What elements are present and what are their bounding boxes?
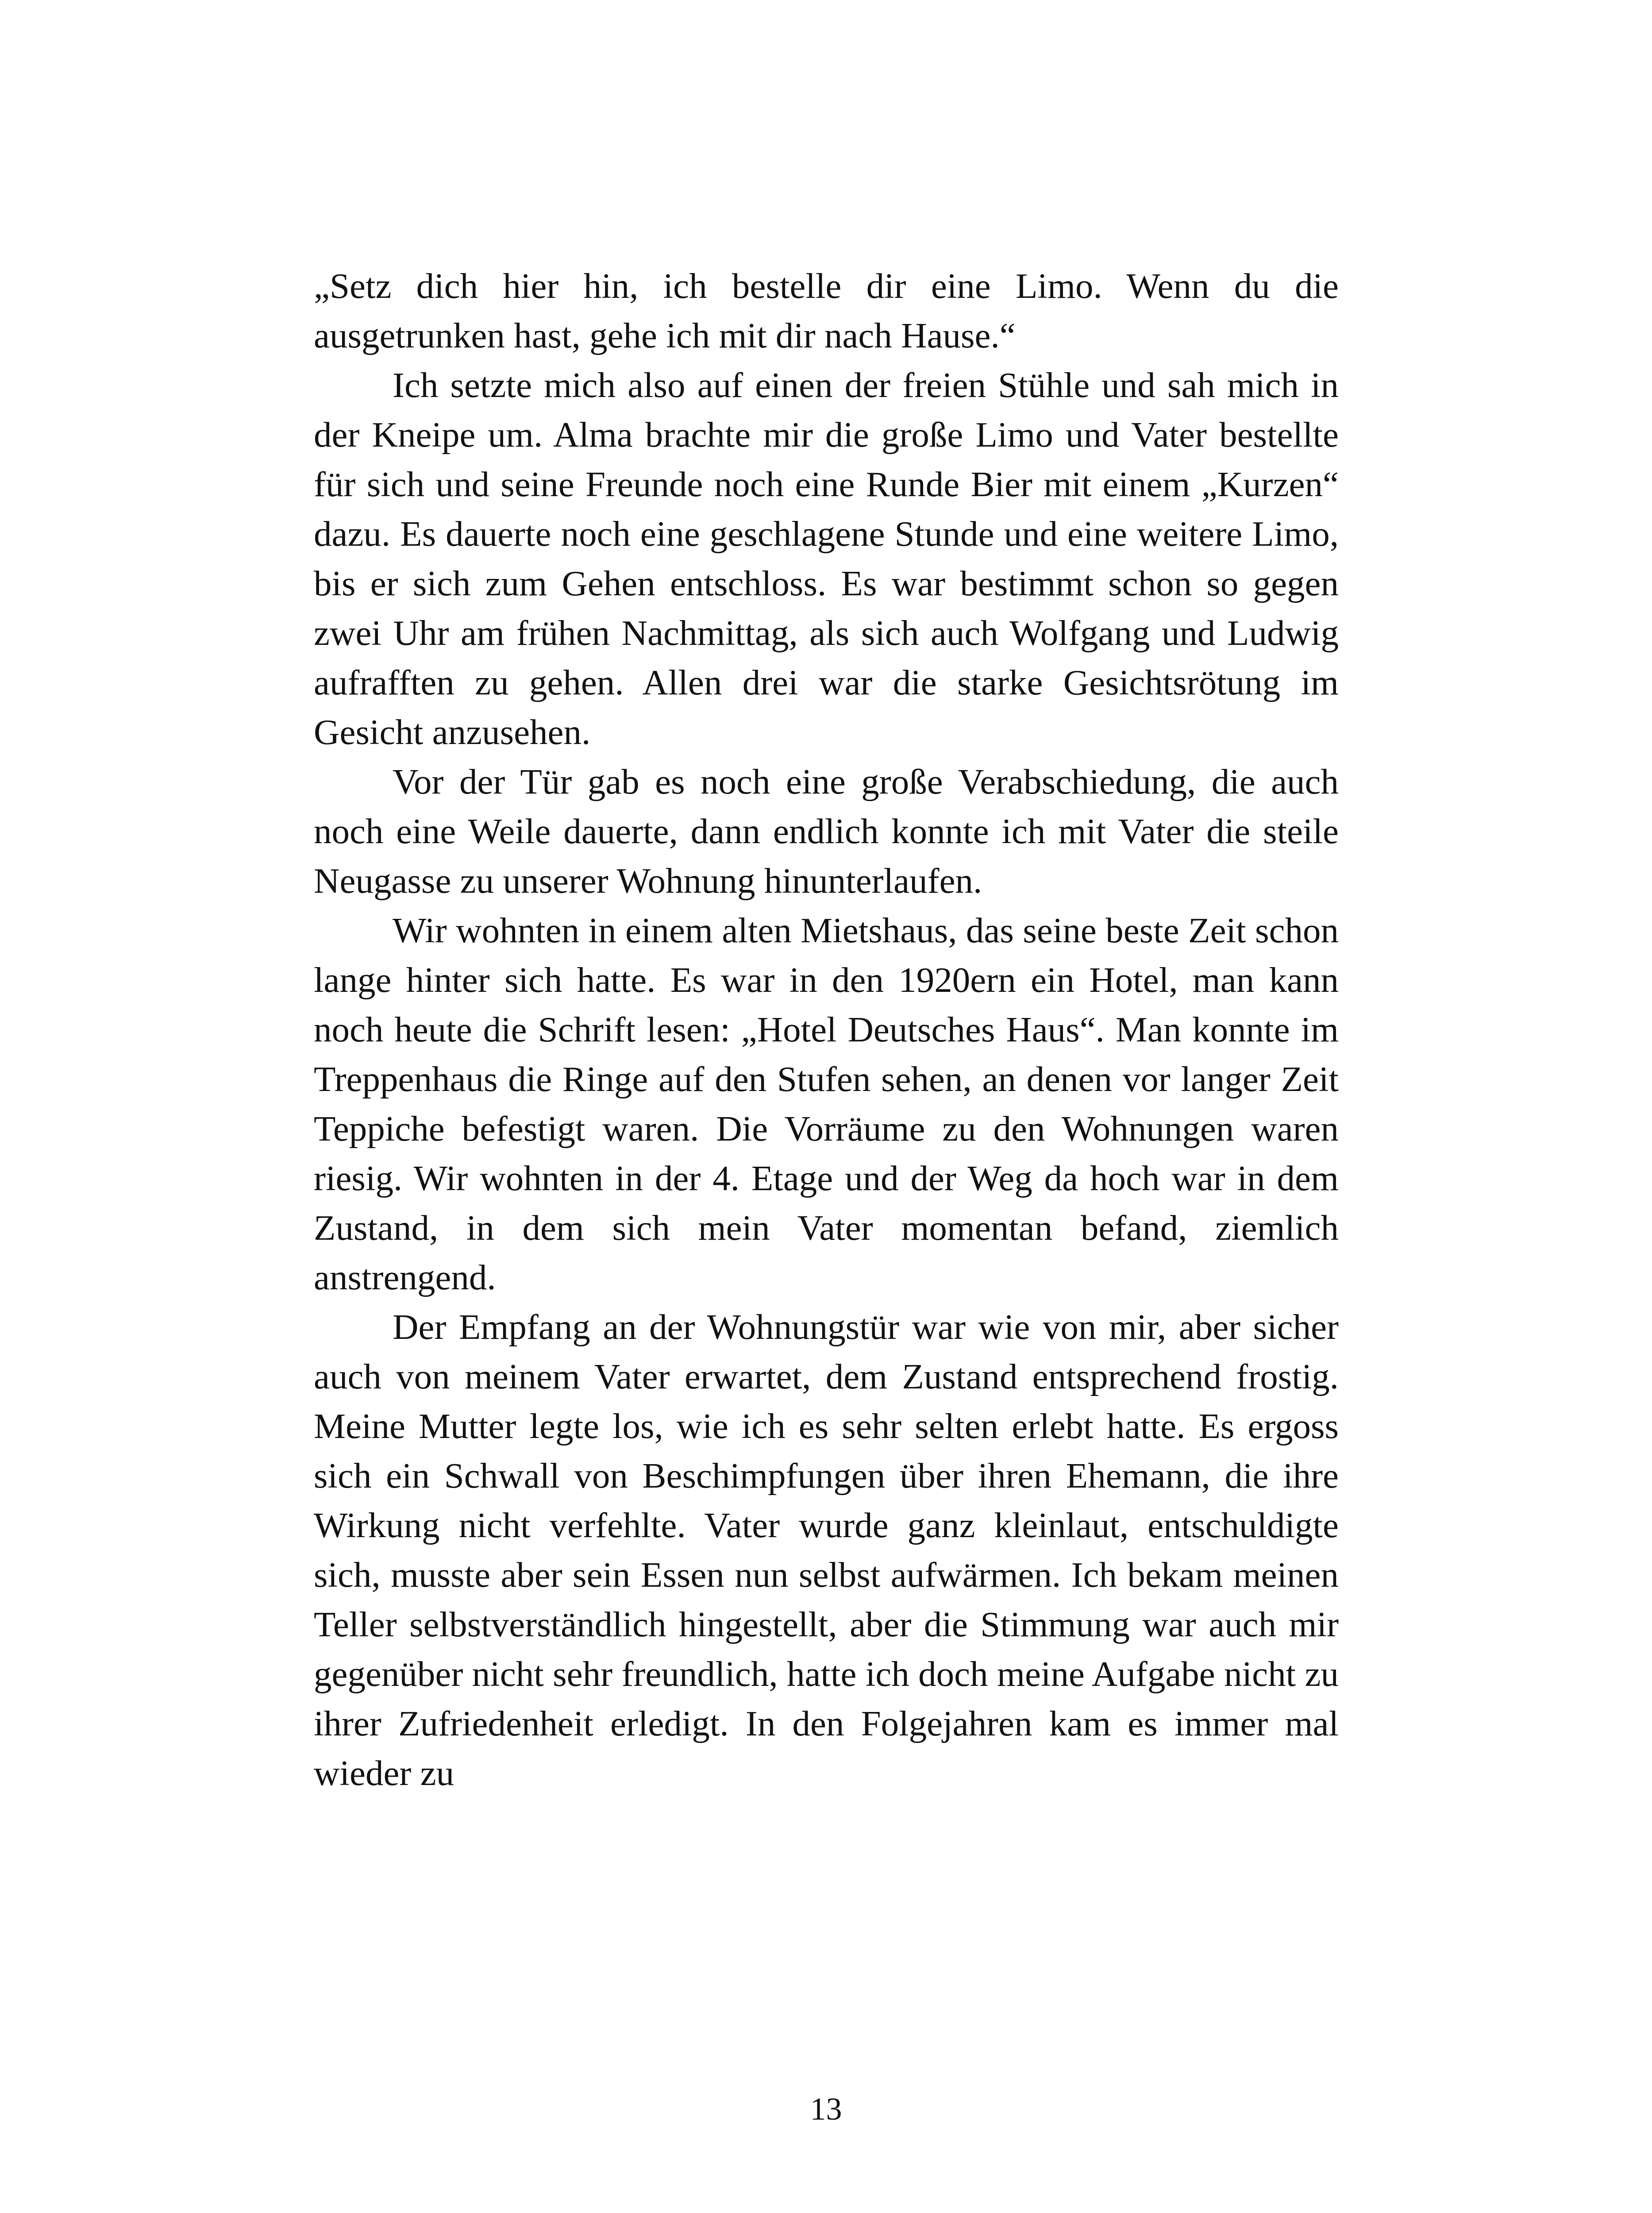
- paragraph: Wir wohnten in einem alten Mietshaus, das seine beste Zeit schon lange hinter sich hatte. Es war in den 1920ern ein Hotel, man kann noch heute die Schrift lesen: „Hotel Deutsches Haus“. Man konnte im Treppenhaus die Ringe auf den Stufen sehen, an denen vor langer Zeit Teppiche befestigt waren. Die Vorräume zu den Wohnungen waren riesig. Wir wohnten in der 4. Etage und der Weg da hoch war in dem Zustand, in dem sich mein Vater momentan befand, ziemlich anstrengend.: [314, 910, 1339, 1297]
- paragraph: Der Empfang an der Wohnungstür war wie von mir, aber sicher auch von meinem Vater erwartet, dem Zustand entsprechend frostig. Meine Mutter legte los, wie ich es sehr selten erlebt hatte. Es ergoss sich ein Schwall von Beschimpfungen über ihren Ehemann, die ihre Wirkung nicht verfehlte. Vater wurde ganz kleinlaut, entschuldigte sich, musste aber sein Essen nun selbst aufwärmen. Ich bekam meinen Teller selbstverständlich hingestellt, aber die Stimmung war auch mir gegenüber nicht sehr freundlich, hatte ich doch meine Aufgabe nicht zu ihrer Zufriedenheit erledigt. In den Folgejahren kam es immer mal wieder zu: [314, 1307, 1339, 1793]
- body-text: [314, 261, 1339, 1798]
- page-number: 13: [810, 2091, 842, 2127]
- paragraph: „Setz dich hier hin, ich bestelle dir eine Limo. Wenn du die ausgetrunken hast, gehe ich mit dir nach Hause.“: [314, 266, 1339, 355]
- paragraph: Vor der Tür gab es noch eine große Verabschiedung, die auch noch eine Weile dauerte, dann endlich konnte ich mit Vater die steile Neugasse zu unserer Wohnung hinunterlaufen.: [314, 762, 1339, 901]
- paragraph: Ich setzte mich also auf einen der freien Stühle und sah mich in der Kneipe um. Alma brachte mir die große Limo und Vater bestellte für sich und seine Freunde noch eine Runde Bier mit einem „Kurzen“ dazu. Es dauerte noch eine geschlagene Stunde und eine weitere Limo, bis er sich zum Gehen entschloss. Es war bestimmt schon so gegen zwei Uhr am frühen Nachmittag, als sich auch Wolfgang und Ludwig aufrafften zu gehen. Allen drei war die starke Gesichtsrötung im Gesicht anzusehen.: [314, 365, 1339, 752]
